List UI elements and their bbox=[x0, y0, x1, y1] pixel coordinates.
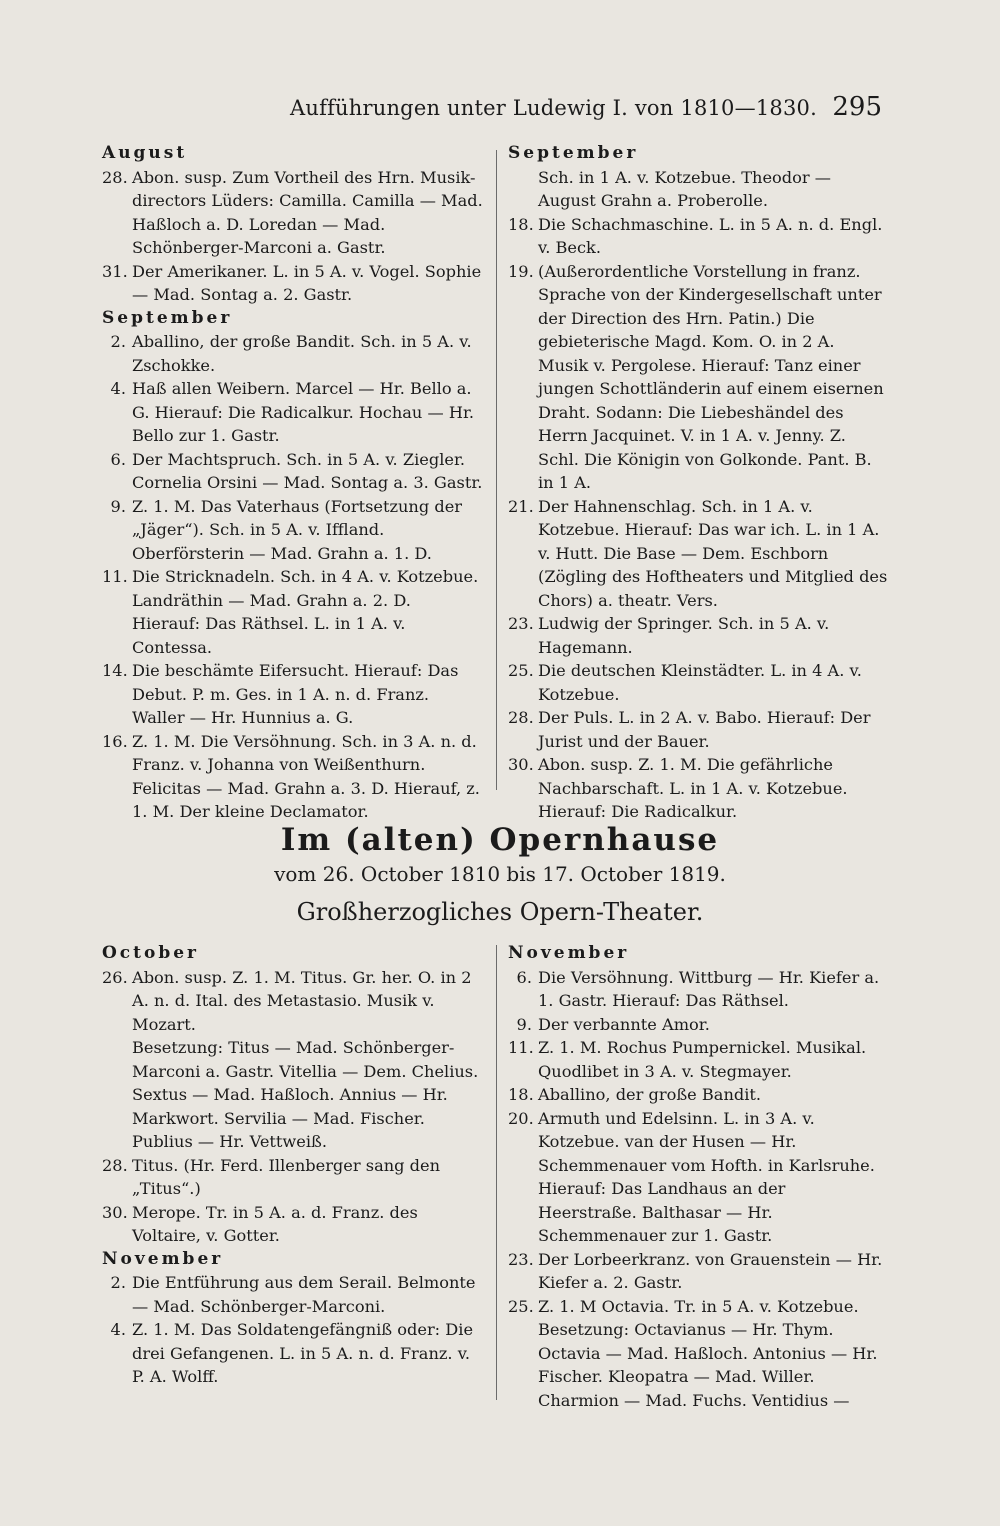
performance-entry bbox=[102, 377, 484, 448]
performance-entry bbox=[102, 565, 484, 659]
performance-entry bbox=[102, 730, 484, 824]
month-heading: November bbox=[508, 943, 630, 963]
running-title: Aufführungen unter Ludewig I. von 1810—1830. bbox=[290, 96, 817, 120]
entry-text: Die beschämte Eifersucht. Hierauf: Das Debut. P. m. Ges. in 1 A. n. d. Franz. Waller — Hr. Hunnius a. G. bbox=[132, 661, 459, 727]
entry-text: Die deutschen Kleinstädter. L. in 4 A. v. Kotzebue. bbox=[538, 661, 862, 704]
entry-text: Abon. susp. Z. 1. M. Die gefährliche Nachbarschaft. L. in 1 A. v. Kotzebue. Hierauf: Die Radicalkur. bbox=[538, 755, 848, 821]
entry-text: Der Lorbeerkranz. von Grauenstein — Hr. Kiefer a. 2. Gastr. bbox=[538, 1249, 883, 1292]
performance-entry bbox=[102, 166, 484, 260]
performance-entry bbox=[508, 1013, 888, 1037]
entry-text: Aballino, der große Bandit. bbox=[538, 1085, 762, 1104]
month-heading: September bbox=[102, 307, 233, 328]
performance-entry bbox=[508, 260, 888, 495]
month-heading: August bbox=[102, 143, 188, 163]
column-divider-top bbox=[496, 150, 497, 790]
entry-text: Z. 1. M. Die Versöhnung. Sch. in 3 A. n. d. Franz. v. Johanna von Weißenthurn. Felicitas — Mad. Grahn a. 3. D. Hierauf, z. 1. M. Der kleine Declamator. bbox=[132, 731, 480, 821]
entry-date: 19. bbox=[508, 261, 534, 281]
entry-date: 21. bbox=[508, 496, 534, 516]
cast-list: Besetzung: Titus — Mad. Schönberger-Marconi a. Gastr. Vitellia — Dem. Chelius. Sextus — Mad. Haßloch. Annius — Hr. Markwort. Servilia — Mad. Fischer. Publius — Hr. Vettweiß. bbox=[132, 1038, 479, 1151]
entry-text: Die Schachmaschine. L. in 5 A. n. d. Engl. v. Beck. bbox=[538, 214, 883, 257]
top-right-column bbox=[508, 142, 888, 824]
entry-date: 26. bbox=[102, 967, 128, 987]
entry-text: Merope. Tr. in 5 A. a. d. Franz. des Voltaire, v. Gotter. bbox=[132, 1202, 418, 1245]
entry-date: 11. bbox=[508, 1038, 534, 1057]
performance-entry bbox=[508, 659, 888, 706]
entry-text: (Außerordentliche Vorstellung in franz. Sprache von der Kindergesellschaft unter der Direction des Hrn. Patin.) Die gebieterische Magd. Kom. O. in 2 A. Musik v. Pergolese. Hierauf: Tanz einer jungen Schottländerin auf einem eisernen Draht. Sodann: Die Liebeshändel des Herrn Jacquinet. V. in 1 A. v. Jenny. Z. Schl. Die Königin von Golkonde. Pant. B. in 1 A. bbox=[538, 261, 884, 492]
entry-text: Titus. (Hr. Ferd. Illenberger sang den „Titus“.) bbox=[132, 1155, 441, 1198]
performance-entry bbox=[508, 753, 888, 824]
cast-list: Besetzung: Octavianus — Hr. Thym. Octavia — Mad. Haßloch. Antonius — Hr. Fischer. Kleopatra — Mad. Willer. Charmion — Mad. Fuchs. Ventidius — bbox=[538, 1320, 878, 1410]
performance-entry bbox=[102, 1154, 484, 1201]
performance-entry bbox=[508, 1248, 888, 1295]
entry-date: 30. bbox=[508, 755, 534, 774]
entry-text: Abon. susp. Zum Vortheil des Hrn. Musik-directors Lüders: Camilla. Camilla — Mad. Haßloch a. D. Loredan — Mad. Schönberger-Marconi a. Gastr. bbox=[132, 167, 483, 257]
month-heading: October bbox=[102, 943, 200, 963]
entry-date: 18. bbox=[508, 214, 534, 234]
entry-text: Die Stricknadeln. Sch. in 4 A. v. Kotzebue. Landräthin — Mad. Grahn a. 2. D. Hierauf: Das Räthsel. L. in 1 A. v. Contessa. bbox=[132, 567, 479, 657]
entry-date: 9. bbox=[516, 1014, 532, 1034]
performance-entry bbox=[508, 495, 888, 613]
entry-date: 6. bbox=[516, 967, 532, 987]
entry-text: Der verbannte Amor. bbox=[538, 1014, 710, 1034]
entry-date: 16. bbox=[102, 731, 128, 751]
entry-date: 14. bbox=[102, 661, 128, 680]
entry-continuation: Sch. in 1 A. v. Kotzebue. Theodor — August Grahn a. Proberolle. bbox=[538, 167, 831, 210]
entry-text: Z. 1. M Octavia. Tr. in 5 A. v. Kotzebue. bbox=[538, 1296, 859, 1316]
entry-date: 28. bbox=[508, 708, 534, 727]
entry-text: Der Puls. L. in 2 A. v. Babo. Hierauf: Der Jurist und der Bauer. bbox=[538, 708, 871, 751]
entry-date: 4. bbox=[110, 1320, 126, 1339]
entry-date: 23. bbox=[508, 1249, 534, 1269]
performance-entry bbox=[102, 1271, 484, 1318]
entry-date: 28. bbox=[102, 1155, 128, 1175]
month-heading: November bbox=[102, 1248, 224, 1269]
entry-date: 6. bbox=[110, 449, 126, 469]
entry-text: Z. 1. M. Rochus Pumpernickel. Musikal. Quodlibet in 3 A. v. Stegmayer. bbox=[538, 1038, 867, 1081]
entry-date: 25. bbox=[508, 1296, 534, 1316]
entry-date: 25. bbox=[508, 661, 534, 680]
entry-date: 4. bbox=[110, 379, 126, 398]
entry-text: Armuth und Edelsinn. L. in 3 A. v. Kotzebue. van der Husen — Hr. Schemmenauer vom Hofth. in Karlsruhe. Hierauf: Das Landhaus an der Heerstraße. Balthasar — Hr. Schemmenauer zur 1. Gastr. bbox=[538, 1108, 875, 1245]
entry-text: Haß allen Weibern. Marcel — Hr. Bello a. G. Hierauf: Die Radicalkur. Hochau — Hr. Bello zur 1. Gastr. bbox=[132, 379, 475, 445]
entry-text: Die Versöhnung. Wittburg — Hr. Kiefer a. 1. Gastr. Hierauf: Das Räthsel. bbox=[538, 967, 880, 1010]
entry-text: Der Hahnenschlag. Sch. in 1 A. v. Kotzebue. Hierauf: Das war ich. L. in 1 A. v. Hutt. Die Base — Dem. Eschborn (Zögling des Hoftheaters und Mitglied des Chors) a. theatr. Vers. bbox=[538, 496, 888, 610]
entry-text: Abon. susp. Z. 1. M. Titus. Gr. her. O. in 2 A. n. d. Ital. des Metastasio. Musik v. Mozart. bbox=[132, 967, 472, 1034]
month-heading: September bbox=[508, 143, 639, 163]
bottom-left-column bbox=[102, 942, 484, 1389]
entry-text: Aballino, der große Bandit. Sch. in 5 A. v. Zschokke. bbox=[132, 332, 472, 375]
performance-entry bbox=[508, 1295, 888, 1319]
column-divider-bottom bbox=[496, 945, 497, 1400]
entry-text: Z. 1. M. Das Soldatengefängniß oder: Die drei Gefangenen. L. in 5 A. n. d. Franz. v. P. A. Wolff. bbox=[132, 1320, 474, 1386]
entry-date: 31. bbox=[102, 261, 128, 281]
entry-date: 20. bbox=[508, 1108, 534, 1128]
performance-entry bbox=[508, 1083, 888, 1107]
top-left-column bbox=[102, 142, 484, 824]
theater-heading: Großherzogliches Opern-Theater. bbox=[296, 898, 704, 926]
section-title: Im (alten) Opernhause bbox=[280, 822, 720, 858]
entry-date: 11. bbox=[102, 567, 128, 586]
entry-text: Der Amerikaner. L. in 5 A. v. Vogel. Sophie — Mad. Sontag a. 2. Gastr. bbox=[132, 261, 482, 304]
performance-entry bbox=[508, 706, 888, 753]
entry-date: 9. bbox=[110, 496, 126, 516]
performance-entry bbox=[102, 260, 484, 307]
performance-entry bbox=[102, 448, 484, 495]
performance-entry bbox=[102, 1201, 484, 1248]
performance-entry bbox=[508, 213, 888, 260]
performance-entry bbox=[508, 612, 888, 659]
entry-date: 30. bbox=[102, 1202, 128, 1222]
performance-entry bbox=[102, 330, 484, 377]
entry-text: Der Machtspruch. Sch. in 5 A. v. Ziegler. Cornelia Orsini — Mad. Sontag a. 3. Gastr. bbox=[132, 449, 483, 492]
entry-date: 18. bbox=[508, 1085, 534, 1104]
entry-text: Z. 1. M. Das Vaterhaus (Fortsetzung der „Jäger“). Sch. in 5 A. v. Iffland. Oberförsterin — Mad. Grahn a. 1. D. bbox=[132, 496, 463, 563]
performance-entry bbox=[102, 659, 484, 730]
entry-date: 23. bbox=[508, 614, 534, 633]
section-subtitle: vom 26. October 1810 bis 17. October 1819. bbox=[274, 862, 726, 886]
bottom-right-column bbox=[508, 942, 888, 1412]
performance-entry bbox=[508, 1107, 888, 1248]
entry-date: 28. bbox=[102, 167, 128, 187]
performance-entry bbox=[508, 966, 888, 1013]
entry-date: 2. bbox=[110, 332, 126, 351]
performance-entry bbox=[102, 966, 484, 1037]
performance-entry bbox=[102, 1318, 484, 1389]
entry-text: Die Entführung aus dem Serail. Belmonte — Mad. Schönberger-Marconi. bbox=[132, 1273, 476, 1316]
performance-entry bbox=[508, 1036, 888, 1083]
page-number: 295 bbox=[832, 92, 882, 122]
entry-text: Ludwig der Springer. Sch. in 5 A. v. Hagemann. bbox=[538, 614, 830, 657]
performance-entry bbox=[102, 495, 484, 566]
entry-date: 2. bbox=[110, 1273, 126, 1292]
